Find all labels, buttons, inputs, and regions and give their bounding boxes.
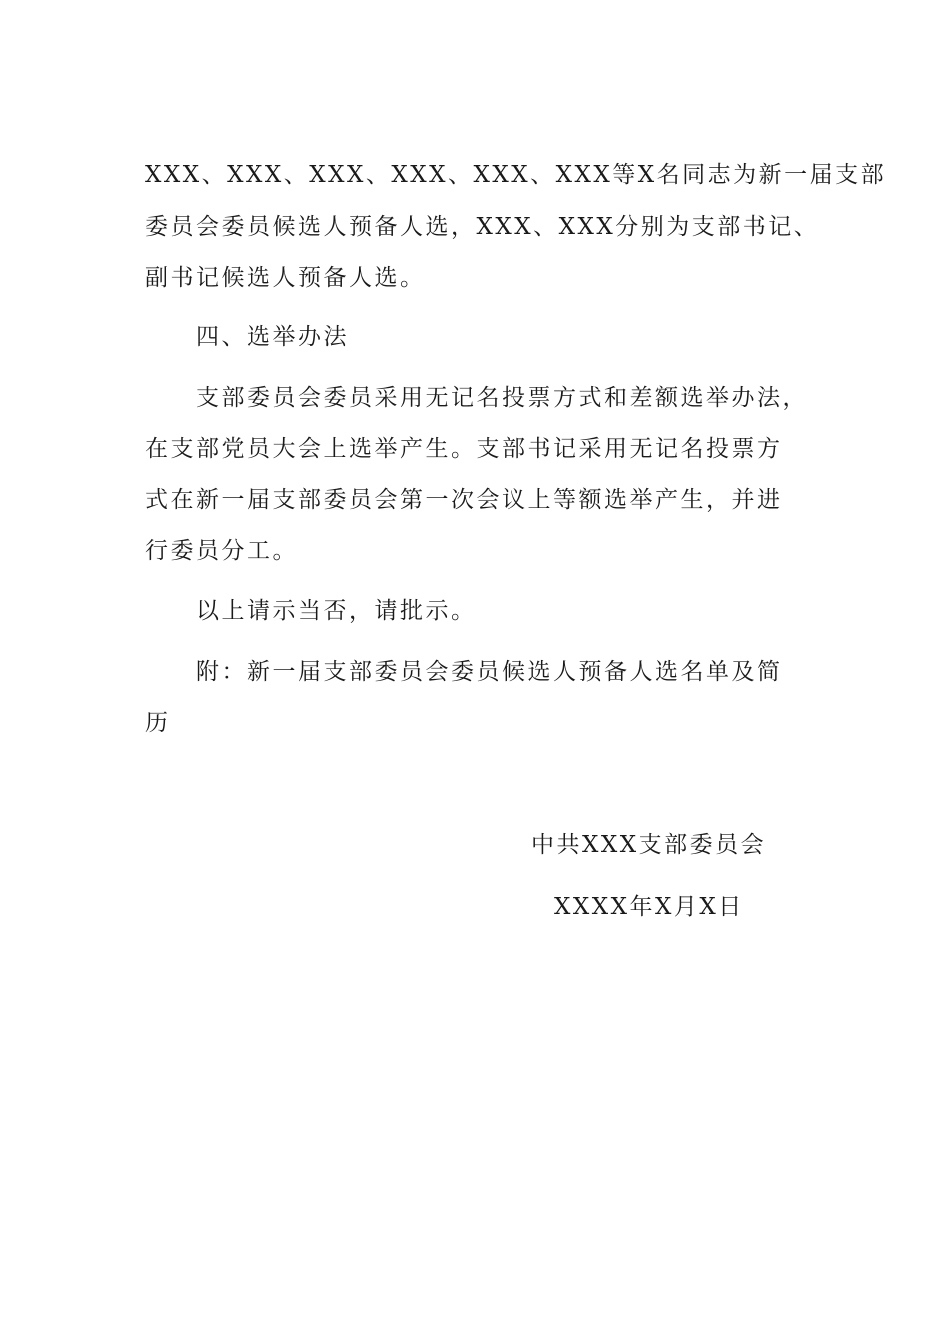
paragraph-election-line-4: 行委员分工。 [145,538,298,564]
paragraph-candidates-line-1: XXX、XXX、XXX、XXX、XXX、XXX等X名同志为新一届支部 [145,162,887,188]
request-for-approval: 以上请示当否，请批示。 [196,598,477,624]
paragraph-candidates-line-2: 委员会委员候选人预备人选，XXX、XXX分别为支部书记、 [145,214,820,240]
section-heading-election-method: 四、选举办法 [196,324,349,350]
signature-date: XXXX年X月X日 [554,894,744,920]
signature-organization: 中共XXX支部委员会 [531,832,767,858]
paragraph-election-line-2: 在支部党员大会上选举产生。支部书记采用无记名投票方 [145,436,783,462]
attachment-line-1: 附：新一届支部委员会委员候选人预备人选名单及简 [196,659,783,685]
attachment-line-2: 历 [145,710,171,736]
paragraph-election-line-3: 式在新一届支部委员会第一次会议上等额选举产生，并进 [145,487,783,513]
paragraph-candidates-line-3: 副书记候选人预备人选。 [145,265,426,291]
paragraph-election-line-1: 支部委员会委员采用无记名投票方式和差额选举办法， [196,385,808,411]
